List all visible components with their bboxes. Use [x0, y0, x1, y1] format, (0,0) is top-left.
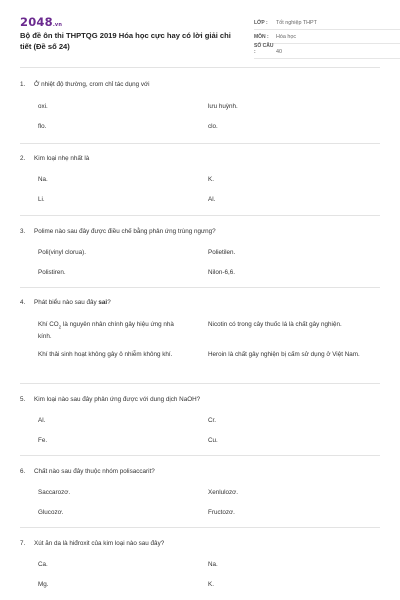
option-d[interactable]: Fructozơ.: [208, 509, 235, 516]
logo-suffix: .vn: [52, 22, 63, 28]
question-number: 6.: [20, 468, 26, 475]
option-a[interactable]: Poli(vinyl clorua).: [38, 249, 86, 256]
question-text: [20, 528, 380, 548]
option-b[interactable]: Nicotin có trong cây thuốc lá là chất gây nghiện.: [208, 321, 342, 328]
question-text: [20, 144, 380, 163]
question-text: [20, 456, 380, 476]
question-number: 4.: [20, 299, 26, 306]
question-1: [20, 68, 380, 144]
option-d[interactable]: Al.: [208, 196, 216, 203]
stem-before: Phát biểu nào sau đây: [34, 299, 99, 306]
meta-label: SỐ CÂU :: [254, 42, 274, 55]
option-a[interactable]: Ca.: [38, 561, 48, 568]
option-c[interactable]: Li.: [38, 196, 45, 203]
question-text: [20, 68, 380, 89]
question-5: [20, 384, 380, 456]
question-2: [20, 144, 380, 216]
option-d[interactable]: clo.: [208, 123, 218, 130]
option-a[interactable]: Na.: [38, 176, 48, 183]
option-c[interactable]: Khí thải sinh hoạt không gây ô nhiễm không khí.: [38, 351, 173, 358]
meta-label: LỚP :: [254, 19, 268, 26]
question-number: 1.: [20, 81, 26, 88]
meta-value: Tốt nghiệp THPT: [276, 19, 317, 26]
question-4: [20, 288, 380, 384]
question-number: 5.: [20, 396, 26, 403]
question-text: [20, 216, 380, 236]
option-list: [20, 236, 380, 288]
option-b[interactable]: Xenlulozơ.: [208, 489, 239, 496]
option-d[interactable]: Cu.: [208, 437, 218, 444]
option-a[interactable]: oxi.: [38, 103, 48, 110]
option-d[interactable]: Nilon-6,6.: [208, 269, 235, 276]
question-text: [20, 384, 380, 404]
option-a[interactable]: Al.: [38, 417, 46, 424]
question-stem: [34, 298, 111, 307]
exam-meta: [254, 15, 400, 59]
question-stem: Kim loại nhẹ nhất là: [34, 155, 90, 162]
meta-label: MÔN :: [254, 34, 269, 40]
option-b[interactable]: K.: [208, 176, 214, 183]
option-list: [20, 163, 380, 215]
option-b[interactable]: Cr.: [208, 417, 217, 424]
question-number: 3.: [20, 228, 26, 235]
option-d[interactable]: Heroin là chất gây nghiện bị cấm sử dụng ở Việt Nam.: [208, 351, 360, 358]
stem-emphasis: sai: [98, 299, 108, 306]
meta-row-count: [254, 44, 400, 59]
question-stem: Chất nào sau đây thuộc nhóm polisaccarit?: [34, 468, 155, 475]
question-6: [20, 456, 380, 528]
question-7: [20, 528, 380, 600]
option-c[interactable]: Polistiren.: [38, 269, 66, 276]
option-list: [20, 307, 380, 380]
question-stem: Kim loại nào sau đây phản ứng được với dung dịch NaOH?: [34, 396, 201, 403]
exam-header: [20, 0, 380, 68]
option-d[interactable]: K.: [208, 581, 214, 588]
option-c[interactable]: Mg.: [38, 581, 49, 588]
question-text: [20, 288, 380, 307]
question-3: [20, 216, 380, 288]
option-a-after: là nguyên nhân chính gây hiệu ứng nhà kính.: [38, 321, 174, 340]
meta-value: Hóa học: [276, 34, 297, 40]
option-list: [20, 548, 380, 600]
question-stem: Xút ăn da là hiđroxit của kim loại nào sau đây?: [34, 540, 165, 547]
option-list: [20, 404, 380, 456]
site-logo[interactable]: [20, 15, 62, 29]
option-c[interactable]: Fe.: [38, 437, 48, 444]
option-b[interactable]: lưu huỳnh.: [208, 103, 238, 110]
option-a-before: Khí CO: [38, 321, 59, 328]
question-list: [20, 68, 380, 600]
option-a[interactable]: Saccarozơ.: [38, 489, 71, 496]
meta-value: 40: [276, 48, 282, 55]
question-stem: Polime nào sau đây được điều chế bằng phản ứng trùng ngưng?: [34, 228, 216, 235]
exam-title: Bộ đề ôn thi THPTQG 2019 Hóa học cực hay có lời giải chi tiết (Đề số 24): [20, 31, 231, 51]
stem-after: ?: [107, 299, 111, 306]
option-a-subscript: 2: [58, 324, 62, 330]
option-list: [20, 476, 380, 528]
option-c[interactable]: flo.: [38, 123, 47, 130]
question-number: 2.: [20, 155, 26, 162]
meta-row-class: [254, 15, 400, 30]
logo-text: 2048: [20, 15, 53, 29]
option-b[interactable]: Polietilen.: [208, 249, 236, 256]
option-c[interactable]: Glucozơ.: [38, 509, 64, 516]
question-number: 7.: [20, 540, 26, 547]
option-b[interactable]: Na.: [208, 561, 218, 568]
option-list: [20, 89, 380, 142]
option-a[interactable]: [20, 320, 200, 350]
question-stem: Ở nhiệt độ thường, crom chỉ tác dụng với: [34, 81, 150, 88]
